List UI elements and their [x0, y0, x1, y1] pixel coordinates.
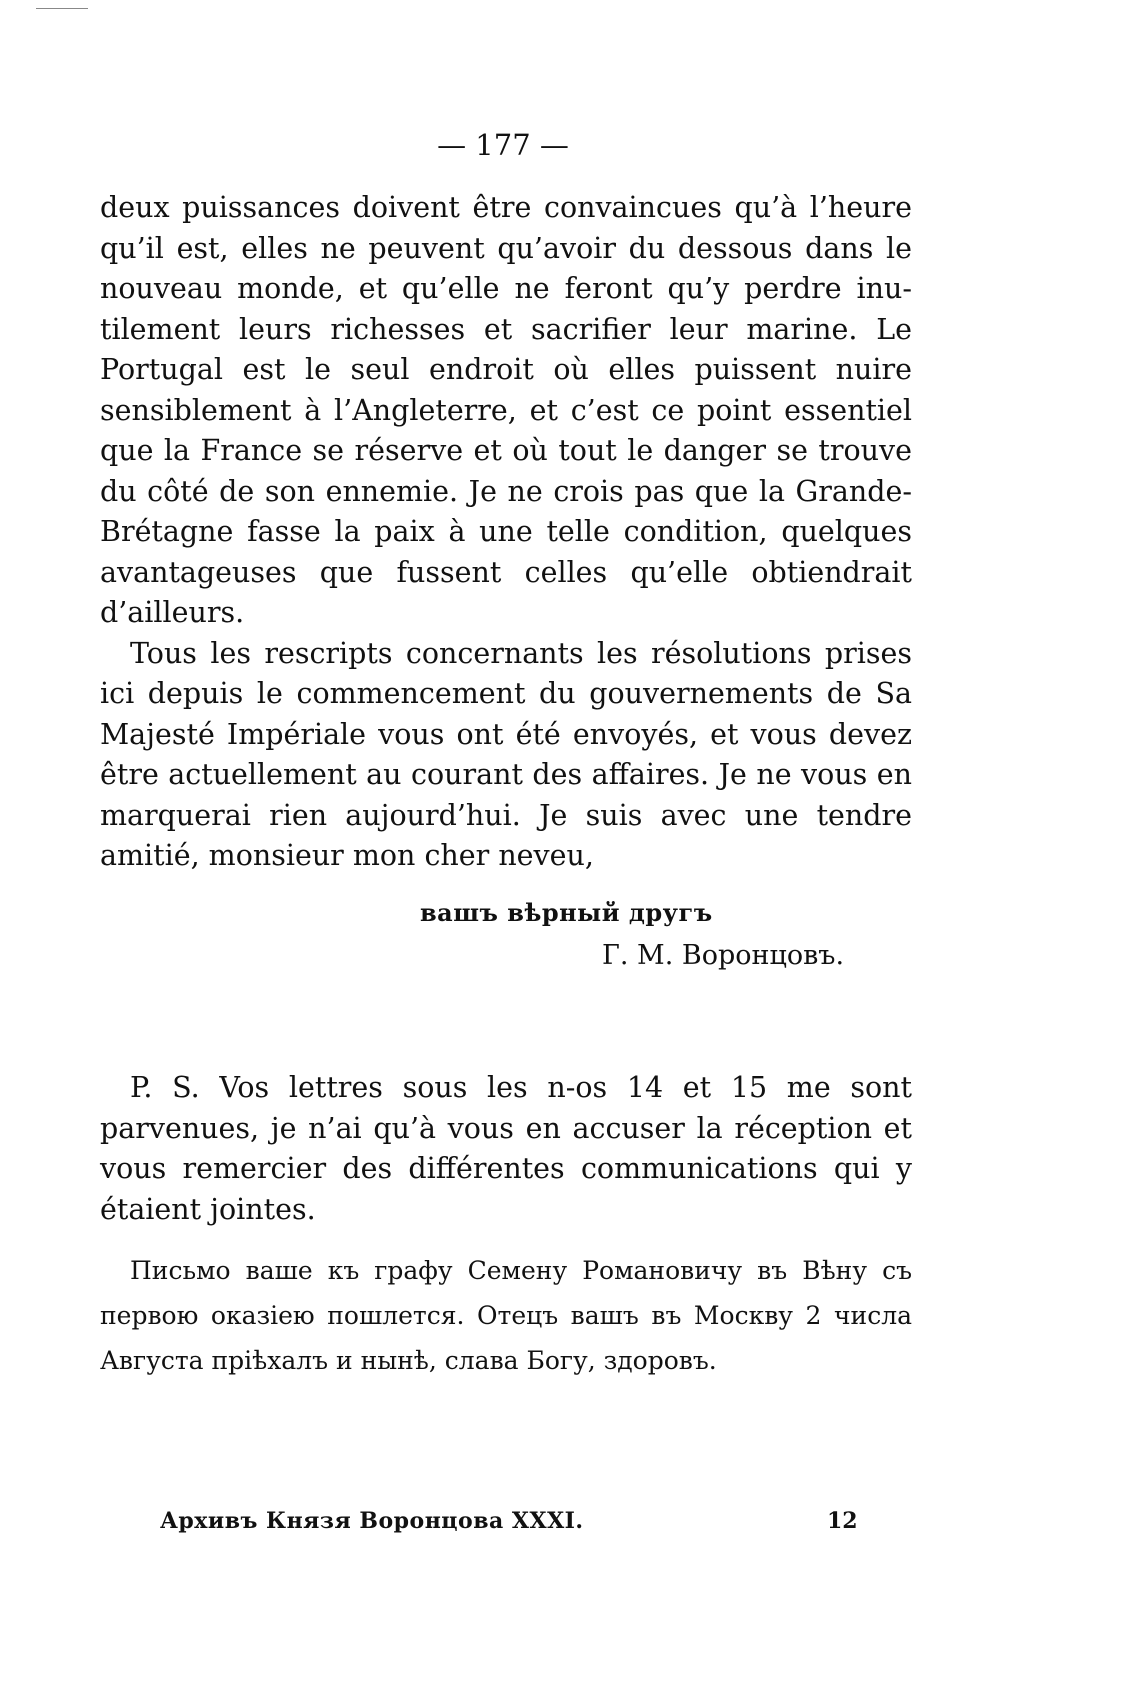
page-number: — 177 —: [437, 128, 569, 162]
footer-archive-title: Архивъ Князя Воронцова XXXI.: [160, 1508, 584, 1534]
russian-note: [100, 1248, 912, 1383]
corner-rule: [36, 8, 88, 9]
letter-paragraph-1: deux puissances doivent être convaincues qu’à l’heure qu’il est, elles ne peuvent qu’avoir du dessous dans le nouveau monde, et qu’elle ne feront qu’y perdre inutilement leurs richesses et sacrifier leur marine. Le Portugal est le seul endroit où elles puissent nuire sensiblement à l’Angleterre, et c’est ce point essentiel que la France se réserve et où tout le danger se trouve du côté de son ennemie. Je ne crois pas que la Grande-Brétagne fasse la paix à une telle condition, quelques avantageuses que fussent celles qu’elle obtiendrait d’ailleurs.: [100, 191, 912, 629]
letter-paragraph-2: Tous les rescripts concernants les résolutions prises ici depuis le commencement du gouvernements de Sa Majesté Impériale vous ont été envoyés, et vous devez être actuellement au courant des affaires. Je ne vous en marquerai rien aujourd’hui. Je suis avec une tendre amitié, monsieur mon cher neveu,: [100, 636, 912, 872]
russian-note-paragraph: Письмо ваше къ графу Семену Романовичу въ Вѣну съ первою оказіею пошлется. Отецъ вашъ въ Москву 2 числа Августа пріѣхалъ и нынѣ, слава Богу, здоровъ.: [100, 1256, 912, 1375]
postscript: [100, 1068, 912, 1230]
signature-name: Г. М. Воронцовъ.: [602, 940, 845, 971]
postscript-paragraph: P. S. Vos lettres sous les n-os 14 et 15 me sont parvenues, je n’ai qu’à vous en accuser la réception et vous remercier des différentes communications qui y étaient jointes.: [100, 1071, 912, 1226]
signature-closing: вашъ вѣрный другъ: [420, 898, 713, 927]
footer-signature-mark: 12: [827, 1508, 858, 1534]
letter-body: [100, 188, 912, 877]
